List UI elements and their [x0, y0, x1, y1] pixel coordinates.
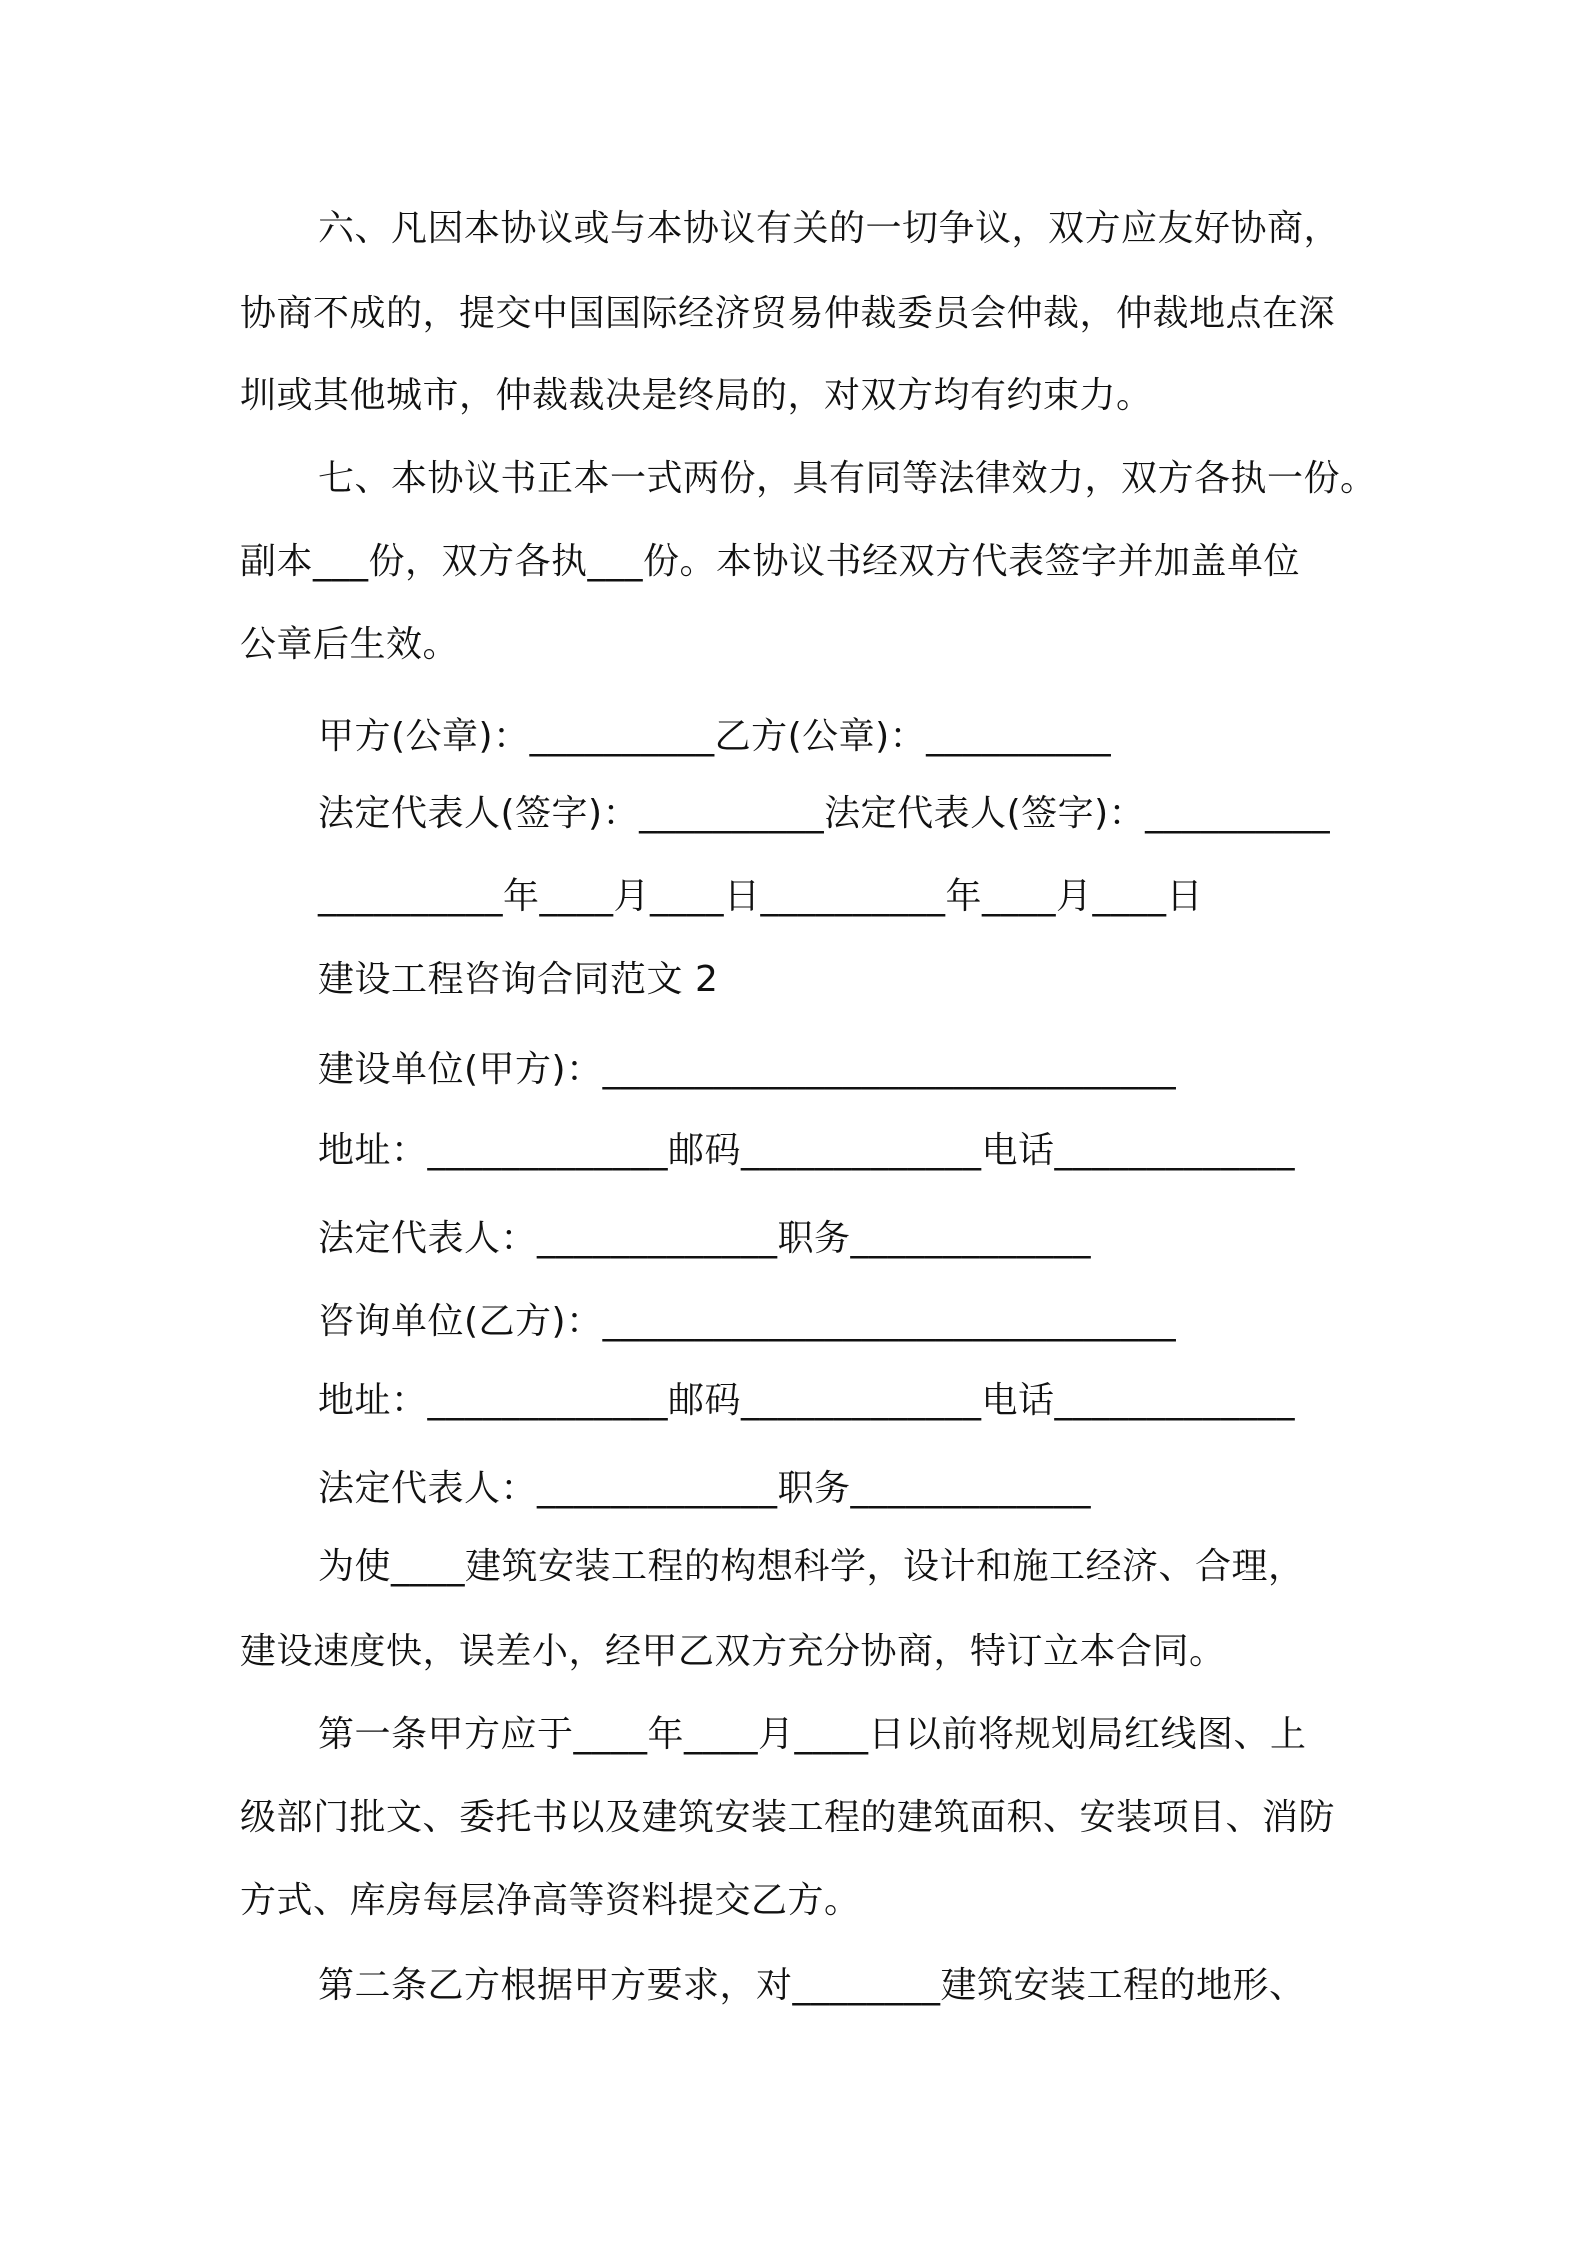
party-a-unit: 建设单位(甲方)：_______________________________: [318, 1049, 1177, 1090]
party-a-representative: 法定代表人：_____________职务_____________: [318, 1218, 1092, 1259]
party-a-address: 地址：_____________邮码_____________电话_____________: [318, 1130, 1296, 1171]
party-b-representative: 法定代表人：_____________职务_____________: [318, 1468, 1092, 1509]
paragraph-6-line-2: 协商不成的，提交中国国际经济贸易仲裁委员会仲裁，仲裁地点在深: [240, 293, 1336, 334]
article-2-line-1: 第二条乙方根据甲方要求，对________建筑安装工程的地形、: [318, 1965, 1306, 2006]
article-1-line-1: 第一条甲方应于____年____月____日以前将规划局红线图、上: [318, 1714, 1307, 1755]
preamble-line-2: 建设速度快，误差小，经甲乙双方充分协商，特订立本合同。: [240, 1631, 1226, 1672]
contract-2-title: 建设工程咨询合同范文 2: [318, 959, 719, 1000]
preamble-line-1: 为使____建筑安装工程的构想科学，设计和施工经济、合理，: [318, 1546, 1305, 1587]
paragraph-6-line-3: 圳或其他城市，仲裁裁决是终局的，对双方均有约束力。: [240, 375, 1153, 416]
signature-dates: __________年____月____日__________年____月____日: [318, 876, 1203, 917]
article-1-line-3: 方式、库房每层净高等资料提交乙方。: [240, 1880, 861, 1921]
paragraph-6-line-1: 六、凡因本协议或与本协议有关的一切争议，双方应友好协商，: [318, 208, 1341, 249]
party-b-address: 地址：_____________邮码_____________电话_____________: [318, 1380, 1296, 1421]
paragraph-7-line-1: 七、本协议书正本一式两份，具有同等法律效力，双方各执一份。: [318, 458, 1377, 499]
article-1-line-2: 级部门批文、委托书以及建筑安装工程的建筑面积、安装项目、消防: [240, 1797, 1336, 1838]
signature-representatives: 法定代表人(签字)：__________法定代表人(签字)：__________: [318, 793, 1331, 834]
paragraph-7-line-3: 公章后生效。: [240, 624, 460, 665]
paragraph-7-line-2: 副本___份，双方各执___份。本协议书经双方代表签字并加盖单位: [240, 541, 1301, 582]
party-b-unit: 咨询单位(乙方)：_______________________________: [318, 1301, 1177, 1342]
signature-seals: 甲方(公章)：__________乙方(公章)：__________: [318, 716, 1112, 757]
